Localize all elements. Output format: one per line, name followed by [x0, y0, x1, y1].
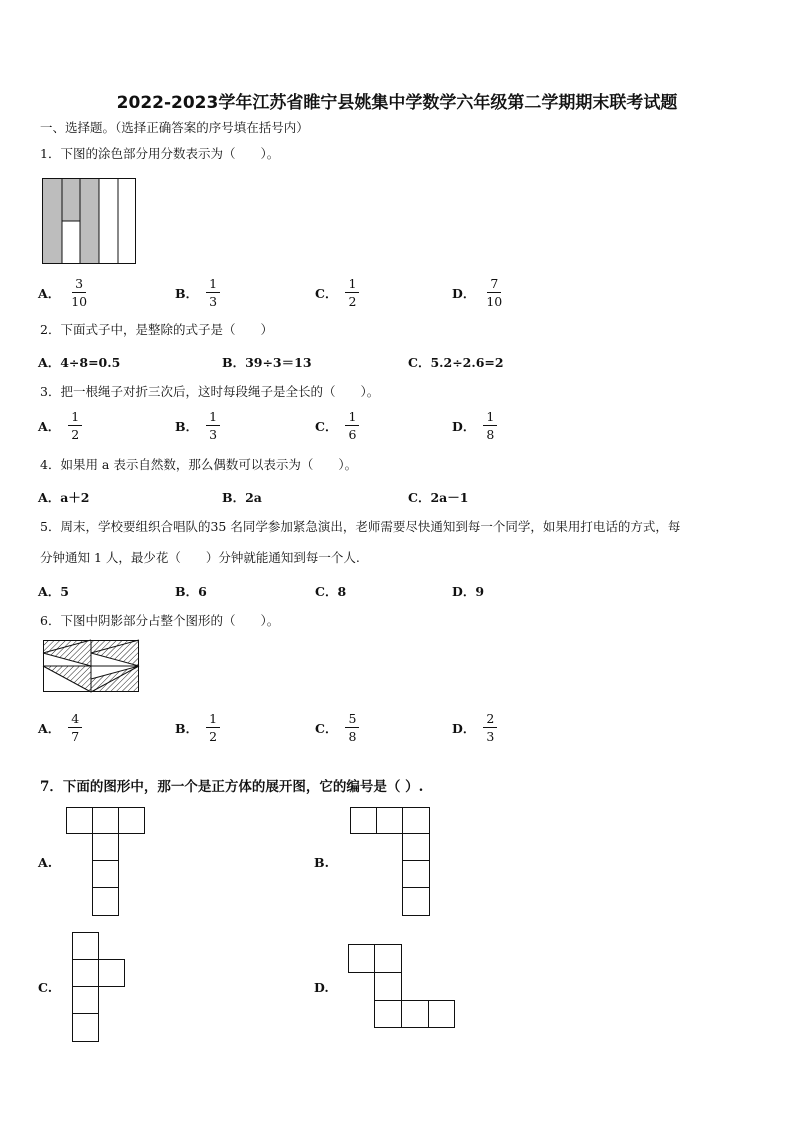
- q7-option-a-label[interactable]: A.: [38, 855, 53, 870]
- q1-option-b[interactable]: [175, 276, 220, 309]
- option-label: B．: [175, 418, 199, 434]
- fraction: $\frac{4}{7}$: [68, 711, 82, 744]
- q5-option-c[interactable]: C．8: [315, 584, 347, 599]
- option-label: A．: [38, 418, 61, 434]
- q6-option-c[interactable]: [315, 711, 359, 744]
- fraction: $\frac{1}{2}$: [206, 711, 220, 744]
- option-label: D．: [452, 285, 476, 301]
- fraction: $\frac{1}{3}$: [206, 409, 220, 442]
- page-title: 2022-2023学年江苏省睢宁县姚集中学数学六年级第二学期期末联考试题: [116, 93, 678, 113]
- q3-option-d[interactable]: [452, 409, 497, 442]
- fraction: $\frac{7}{10}$: [486, 276, 503, 309]
- q1-option-d[interactable]: [452, 276, 505, 309]
- fraction: $\frac{1}{3}$: [206, 276, 220, 309]
- question-7-text: 7．下面的图形中，那一个是正方体的展开图，它的编号是（ ）.: [40, 779, 424, 795]
- q5-option-b[interactable]: B．6: [175, 584, 207, 599]
- fraction: $\frac{2}{3}$: [483, 711, 497, 744]
- option-label: D．: [452, 418, 476, 434]
- q1-option-a[interactable]: [38, 276, 90, 309]
- fraction: $\frac{1}{6}$: [345, 409, 359, 442]
- q4-option-a[interactable]: A．a＋2: [38, 490, 90, 505]
- q1-shaded-rectangle-figure: [42, 178, 136, 264]
- q7-net-a-figure: [66, 807, 146, 917]
- q6-option-d[interactable]: [452, 711, 497, 744]
- q7-option-d-label[interactable]: D.: [314, 980, 329, 995]
- q5-option-a[interactable]: A．5: [38, 584, 69, 599]
- option-label: D．: [452, 720, 476, 736]
- q7-net-c-figure: [72, 932, 128, 1044]
- option-label: A．: [38, 285, 61, 301]
- q6-option-b[interactable]: [175, 711, 220, 744]
- option-label: C．: [315, 418, 338, 434]
- q5-option-d[interactable]: D．9: [452, 584, 485, 599]
- option-label: B．: [175, 285, 199, 301]
- question-2-text: 2．下面式子中，是整除的式子是（ ）: [40, 322, 273, 337]
- fraction: $\frac{1}{8}$: [483, 409, 497, 442]
- fraction: $\frac{5}{8}$: [345, 711, 359, 744]
- option-label: A．: [38, 720, 61, 736]
- q2-option-a[interactable]: A．4÷8=0.5: [38, 355, 121, 370]
- question-6-text: 6．下图中阴影部分占整个图形的（ ）。: [40, 613, 280, 628]
- option-label: B．: [175, 720, 199, 736]
- q4-option-c[interactable]: C．2a－1: [408, 490, 469, 505]
- q2-option-b[interactable]: B．39÷3＝13: [222, 355, 312, 370]
- q3-option-a[interactable]: [38, 409, 82, 442]
- q2-option-c[interactable]: C．5.2÷2.6=2: [408, 355, 504, 370]
- q7-net-b-figure: [350, 807, 432, 917]
- q4-option-b[interactable]: B．2a: [222, 490, 262, 505]
- q1-option-c[interactable]: [315, 276, 359, 309]
- question-3-text: 3．把一根绳子对折三次后，这时每段绳子是全长的（ ）。: [40, 384, 380, 399]
- question-5-text-line2: 分钟通知 1 人，最少花（ ）分钟就能通知到每一个人.: [40, 550, 360, 565]
- option-label: C．: [315, 720, 338, 736]
- section-heading: 一、选择题。（选择正确答案的序号填在括号内）: [40, 120, 309, 135]
- fraction: $\frac{3}{10}$: [71, 276, 88, 309]
- question-4-text: 4．如果用 a 表示自然数，那么偶数可以表示为（ ）。: [40, 457, 358, 472]
- question-1-text: 1．下图的涂色部分用分数表示为（ ）。: [40, 146, 280, 161]
- q3-option-b[interactable]: [175, 409, 220, 442]
- option-label: C．: [315, 285, 338, 301]
- q6-hatched-triangles-figure: [43, 640, 139, 692]
- q7-option-c-label[interactable]: C.: [38, 980, 53, 995]
- question-5-text-line1: 5．周末，学校要组织合唱队的35 名同学参加紧急演出，老师需要尽快通知到每一个同学，如果用打电话的方式，每: [40, 519, 681, 534]
- q3-option-c[interactable]: [315, 409, 359, 442]
- q6-option-a[interactable]: [38, 711, 82, 744]
- fraction: $\frac{1}{2}$: [345, 276, 359, 309]
- fraction: $\frac{1}{2}$: [68, 409, 82, 442]
- q7-option-b-label[interactable]: B.: [314, 855, 329, 870]
- q7-net-d-figure: [348, 944, 458, 1030]
